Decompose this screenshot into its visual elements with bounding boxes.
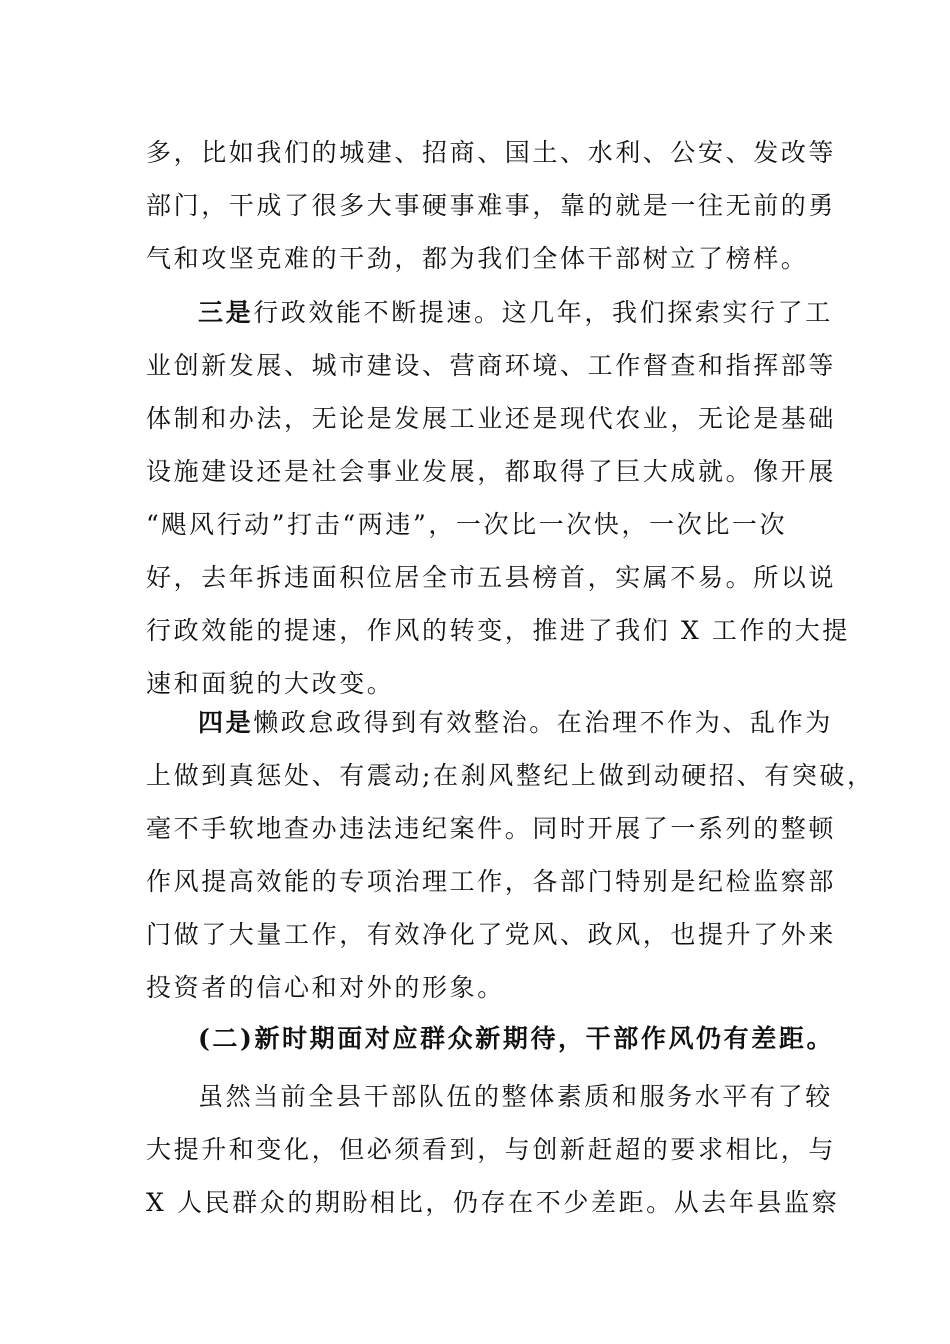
text-line: 体制和办法，无论是发展工业还是现代农业，无论是基础: [146, 404, 837, 433]
text-line: 毫不手软地查办违法违纪案件。同时开展了一系列的整顿: [146, 814, 837, 843]
text-line: X 人民群众的期盼相比，仍存在不少差距。从去年县监察: [146, 1188, 840, 1217]
text-line: [146, 696, 833, 749]
point-text: 懒政怠政得到有效整治。在治理不作为、乱作为: [253, 708, 833, 737]
text-line: 大提升和变化，但必须看到，与创新赶超的要求相比，与: [146, 1135, 837, 1164]
text-line: 门做了大量工作，有效净化了党风、政风，也提升了外来: [146, 920, 837, 949]
text-line: 投资者的信心和对外的形象。: [146, 973, 505, 1002]
text-line: 上做到真惩处、有震动;在刹风整纪上做到动硬招、有突破，: [146, 761, 875, 790]
section-heading: [146, 1012, 835, 1065]
text-line: 部门，干成了很多大事硬事难事，靠的就是一往无前的勇: [146, 191, 837, 220]
point-lead: 三是: [198, 298, 254, 327]
section-heading-text: (二)新时期面对应群众新期待，干部作风仍有差距。: [198, 1024, 835, 1053]
text-line: 设施建设还是社会事业发展，都取得了巨大成就。像开展: [146, 457, 837, 486]
text-line: 多，比如我们的城建、招商、国土、水利、公安、发改等: [146, 138, 837, 167]
paragraph-gap-description: [146, 1070, 840, 1229]
point-text: 行政效能不断提速。这几年，我们探索实行了工: [253, 298, 833, 327]
paragraph-achievements-continued: [146, 126, 837, 285]
text-line: 作风提高效能的专项治理工作，各部门特别是纪检监察部: [146, 867, 837, 896]
text-line: 虽然当前全县干部队伍的整体素质和服务水平有了较: [198, 1082, 833, 1111]
point-lead: 四是: [198, 708, 254, 737]
text-line: [146, 286, 833, 339]
text-line: 气和攻坚克难的干劲，都为我们全体干部树立了榜样。: [146, 244, 809, 273]
paragraph-point-three: [146, 286, 850, 710]
paragraph-point-four: [146, 696, 875, 1014]
text-line: 行政效能的提速，作风的转变，推进了我们 X 工作的大提: [146, 616, 850, 645]
text-line: 速和面貌的大改变。: [146, 669, 395, 698]
text-line: “飓风行动”打击“两违”，一次比一次快，一次比一次: [146, 510, 788, 539]
text-line: 好，去年拆违面积位居全市五县榜首，实属不易。所以说: [146, 563, 837, 592]
text-line: 业创新发展、城市建设、营商环境、工作督查和指挥部等: [146, 351, 837, 380]
